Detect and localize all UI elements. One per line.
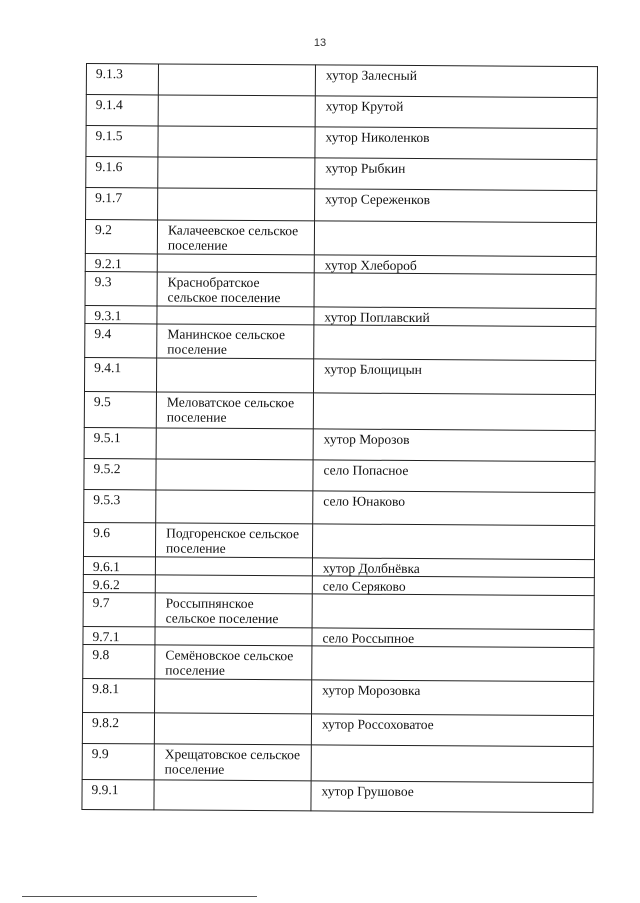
- table-row: [86, 188, 597, 223]
- table-row: [83, 592, 594, 629]
- locality-cell: хутор Морозов: [313, 429, 595, 462]
- table-row: [86, 95, 597, 129]
- settlement-name-cell: Манинское сельское поселение: [157, 324, 314, 359]
- settlement-name-cell: [155, 679, 312, 714]
- settlement-name-cell: Меловатское сельское поселение: [156, 392, 313, 429]
- row-number-cell: 9.2.1: [85, 253, 157, 271]
- settlement-name-cell: [158, 157, 315, 189]
- row-number-cell: 9.1.6: [86, 157, 158, 188]
- row-number-cell: 9.9: [82, 743, 154, 779]
- row-number-cell: 9.5: [84, 391, 156, 427]
- settlement-name-cell: [155, 627, 312, 646]
- row-number-cell: 9.1.7: [86, 188, 158, 220]
- locality-cell: хутор Залесный: [315, 65, 597, 98]
- locality-cell: хутор Грушовое: [311, 781, 593, 813]
- table-row: [84, 489, 595, 525]
- table-row: [83, 678, 594, 715]
- locality-cell: хутор Сереженков: [315, 189, 597, 223]
- table-row: [83, 522, 594, 559]
- settlement-name-cell: [157, 306, 314, 325]
- row-number-cell: 9.6: [83, 522, 155, 556]
- row-number-cell: 9.8: [83, 644, 155, 678]
- table-row: [86, 64, 597, 98]
- settlement-name-cell: [156, 358, 313, 393]
- settlements-table: [81, 63, 598, 813]
- table-row: [82, 779, 593, 812]
- locality-cell: село Юнаково: [313, 491, 595, 526]
- settlement-name-cell: [156, 490, 313, 524]
- settlement-name-cell: Семёновское сельское поселение: [155, 645, 312, 680]
- settlement-name-cell: [154, 780, 311, 811]
- locality-cell: [312, 594, 594, 630]
- locality-cell: хутор Морозовка: [312, 680, 594, 716]
- settlement-name-cell: Россыпнянское сельское поселение: [155, 593, 312, 628]
- locality-cell: [314, 325, 596, 361]
- table-row: [82, 712, 593, 746]
- locality-cell: хутор Долбнёвка: [312, 558, 594, 578]
- row-number-cell: 9.6.2: [83, 574, 155, 592]
- table-body: [82, 64, 598, 813]
- table-row: [85, 323, 596, 360]
- locality-cell: [311, 745, 593, 783]
- row-number-cell: 9.1.4: [86, 95, 158, 126]
- locality-cell: [313, 393, 595, 431]
- row-number-cell: 9.5.2: [84, 458, 156, 489]
- settlement-name-cell: [155, 575, 312, 594]
- table-row: [82, 743, 593, 782]
- locality-cell: хутор Россоховатое: [311, 714, 593, 747]
- locality-cell: хутор Крутой: [315, 96, 597, 129]
- row-number-cell: 9.1.5: [86, 126, 158, 157]
- locality-cell: хутор Рыбкин: [315, 158, 597, 191]
- table-row: [84, 427, 595, 461]
- table-row: [83, 644, 594, 681]
- settlement-name-cell: Калачеевское сельское поселение: [157, 220, 314, 255]
- locality-cell: село Россыпное: [312, 628, 594, 648]
- settlement-name-cell: Подгоренское сельское поселение: [155, 523, 312, 558]
- row-number-cell: 9.7: [83, 592, 155, 626]
- locality-cell: хутор Николенков: [315, 127, 597, 160]
- table-row: [85, 271, 596, 308]
- locality-cell: [314, 221, 596, 257]
- settlement-name-cell: Краснобратское сельское поселение: [157, 272, 314, 307]
- row-number-cell: 9.1.3: [86, 64, 158, 95]
- settlement-name-cell: [154, 713, 311, 745]
- row-number-cell: 9.2: [85, 220, 157, 254]
- locality-cell: хутор Поплавский: [314, 307, 596, 327]
- locality-cell: хутор Блощицын: [313, 359, 595, 395]
- row-number-cell: 9.6.1: [83, 556, 155, 574]
- locality-cell: село Серяково: [312, 576, 594, 596]
- settlement-name-cell: [156, 459, 313, 491]
- settlement-name-cell: [155, 557, 312, 576]
- settlement-name-cell: Хрещатовское сельское поселение: [154, 744, 311, 781]
- row-number-cell: 9.4.1: [84, 357, 156, 391]
- settlement-name-cell: [158, 188, 315, 221]
- table-row: [84, 458, 595, 492]
- row-number-cell: 9.9.1: [82, 779, 154, 809]
- page-number: 13: [313, 37, 327, 49]
- settlement-name-cell: [158, 64, 315, 96]
- row-number-cell: 9.7.1: [83, 626, 155, 644]
- locality-cell: село Попасное: [313, 460, 595, 493]
- settlement-name-cell: [156, 428, 313, 460]
- row-number-cell: 9.3.1: [85, 305, 157, 323]
- table-row: [84, 391, 595, 430]
- bottom-rule: [22, 896, 257, 897]
- row-number-cell: 9.3: [85, 271, 157, 305]
- locality-cell: хутор Хлебороб: [314, 255, 596, 275]
- row-number-cell: 9.5.1: [84, 427, 156, 458]
- row-number-cell: 9.8.1: [83, 678, 155, 712]
- locality-cell: [312, 646, 594, 682]
- settlement-name-cell: [157, 254, 314, 273]
- table-row: [86, 126, 597, 160]
- table-row: [86, 157, 597, 191]
- locality-cell: [314, 273, 596, 309]
- settlement-name-cell: [158, 95, 315, 127]
- table-row: [84, 357, 595, 394]
- row-number-cell: 9.5.3: [84, 489, 156, 522]
- settlement-name-cell: [158, 126, 315, 158]
- locality-cell: [312, 524, 594, 560]
- table-row: [85, 220, 596, 257]
- row-number-cell: 9.4: [85, 323, 157, 357]
- row-number-cell: 9.8.2: [82, 712, 154, 743]
